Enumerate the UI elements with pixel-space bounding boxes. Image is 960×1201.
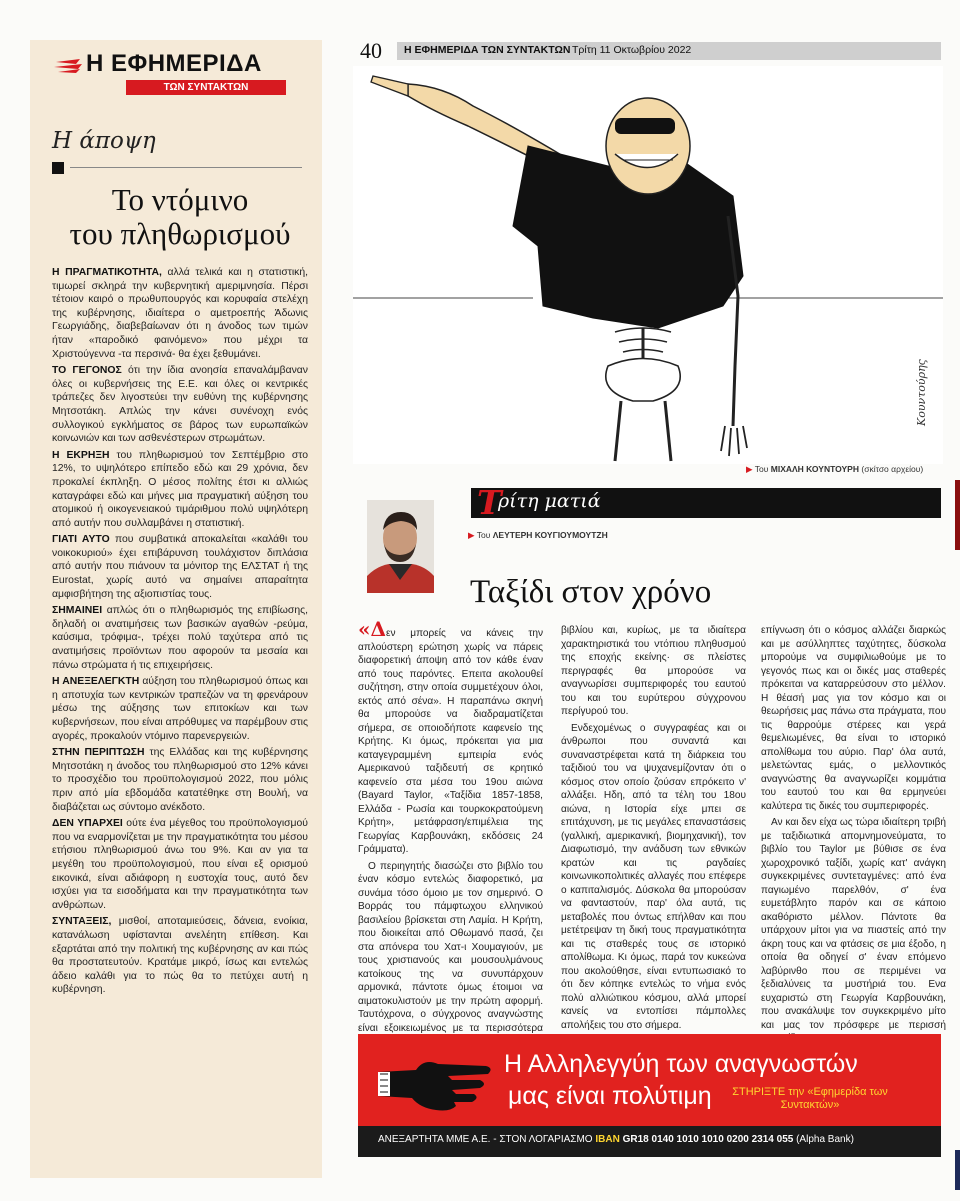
editorial-body — [52, 266, 308, 1000]
kicker-block — [52, 162, 64, 174]
paragraph-lead: ΓΙΑΤΙ ΑΥΤΟ — [52, 534, 110, 546]
editorial-title-line-1: Το ντόμινο — [111, 182, 249, 217]
section-kicker: Η άποψη — [52, 128, 156, 154]
solidarity-ad — [358, 1034, 941, 1157]
article-dropcap: «Δ — [358, 617, 387, 641]
paragraph-lead: ΣΤΗΝ ΠΕΡΙΠΤΩΣΗ — [52, 747, 145, 759]
paragraph-text: αύξηση του πληθωρισμού όπως και η αποτυχία των κεντρικών τραπεζών να τη φρενάρουν μέσω της αύξησης των επιτοκίων και των κυβερνήσεων, που είναι απρόθυμες να παρέμβουν στις αγορές, προκαλούν ντόμινο παρενεργειών. — [52, 676, 308, 742]
kicker-divider — [70, 167, 302, 168]
column-author — [468, 530, 608, 541]
paragraph-text: του πληθωρισμού τον Σεπτέμβριο στο 12%, το υψηλότερο επίπεδο εδώ και 29 χρόνια, δεν προκαλεί έκπληξη. Ο μέσος πολίτης έτσι κι αλλιώς καταγράφει εδώ και μήνες μια πραγματική αύξηση του ατομικού ή οικογενειακού τιμάριθμου πολύ υψηλότερη από αυτήν που συλλαμβάνει η στατιστική. — [52, 449, 308, 529]
paragraph-lead: ΣΥΝΤΑΞΕΙΣ, — [52, 916, 112, 928]
paragraph-lead: Η ΑΝΕΞΕΛΕΓΚΤΗ — [52, 676, 140, 688]
paragraph-text: ότι την ίδια ανοησία επαναλάμβαναν όλες οι κυβερνήσεις της Ε.Ε. και όλες οι κεντρικές τράπεζες δεν λιγοστεύει την ευθύνη της κυβέρνησης Μητσοτάκη. Απλώς την κάνει συνένοχη ενός συλλογικού εγκλήματος σε βάρος των ευρωπαϊκών κοινωνιών και των ασθενέστερων στρωμάτων. — [52, 365, 308, 445]
ad-iban-label: IBAN — [595, 1134, 620, 1145]
newspaper-logo — [50, 50, 310, 95]
article-column-1 — [358, 617, 543, 1052]
edge-color-mark — [955, 1150, 960, 1190]
cartoon-credit-prefix: Του — [754, 464, 771, 474]
cartoon-credit-name: ΜΙΧΑΛΗ ΚΟΥΝΤΟΥΡΗ — [770, 464, 859, 474]
ad-iban-number: GR18 0140 1010 1010 0200 2314 055 — [619, 1134, 794, 1145]
ad-headline-2: μας είναι πολύτιμη — [508, 1082, 712, 1110]
article-paragraph: Ο περιηγητής διασώζει στο βιβλίο του έναν κόσμο εντελώς διαφορετικό, μα συνάμα τόσο όμοιο με τον σημερινό. Ο Βορράς του πάμφτωχου ελληνικού βασιλείου βρίσκεται στη Λαμία. Η Κρήτη, που διοικείται από Οθωμανό πασά, ζει στα απόνερα του Χατ-ι Χουμαγιούν, με τους χριστιανούς και μουσουλμάνους κατοίκους της να συνυπάρχουν αρμονικά, πάντοτε όμως έτοιμοι να αιματοκυλιστούν με την πρώτη αφορμή. Ταυτόχρονα, ο σύγχρονος αναγνώστης είναι εξοικειωμένος με τα περισσότερα — [358, 860, 543, 1034]
editorial-paragraph — [52, 675, 308, 743]
article-paragraph: βιβλίου και, κυρίως, με τα ιδιαίτερα χαρακτηριστικά του ντόπιου πληθυσμού της εποχής εκείνης· σε πλείστες περιγραφές θα μπορούσε να αναγνωρίσει συμπεριφορές του εαυτού του και του ευρύτερου σύγχρονου περίγυρού του. — [561, 625, 746, 717]
triangle-bullet-icon: ▶ — [468, 530, 477, 540]
paragraph-text: ούτε ένα μέγεθος του προϋπολογισμού που να εναρμονίζεται με την πραγματικότητα του μέσου ετήσιου πληθωρισμού άνω του 9%. Και αν για τα μεγέθη του προϋπολογισμού, που είναι εξ ορισμού εικονικά, είναι αδιάφορη η ευστοχία τους, αυτό δεν ισχύει για τα εισοδήματα και την πραγματικότητα των ανθρώπων. — [52, 818, 308, 911]
article-title: Ταξίδι στον χρόνο — [470, 574, 712, 610]
ad-bank-details — [378, 1134, 854, 1145]
column-author-prefix: Του — [476, 530, 493, 540]
column-author-name: ΛΕΥΤΕΡΗ ΚΟΥΓΙΟΥΜΟΥΤΖΗ — [492, 530, 608, 540]
editorial-paragraph — [52, 746, 308, 814]
editorial-paragraph — [52, 266, 308, 361]
paragraph-text: απλώς ότι ο πληθωρισμός της επιβίωσης, δηλαδή οι ανατιμήσεις των βασικών αγαθών -ρεύμα, καύσιμα, τρόφιμα-, τρέχει πολύ ταχύτερα από τις ανατιμήσεις προϊόντων που αφορούν τα μεσαία και πάνω στρώματα ή τις επιχειρήσεις. — [52, 605, 308, 671]
editorial-paragraph — [52, 604, 308, 672]
editorial-column — [30, 40, 322, 1178]
author-portrait-drawing — [367, 500, 434, 593]
triangle-bullet-icon: ▶ — [746, 464, 755, 474]
article-column-2 — [561, 624, 746, 1052]
editorial-paragraph — [52, 449, 308, 531]
logo-mark-icon — [54, 56, 84, 74]
article-paragraph — [358, 617, 543, 857]
article-paragraph: Αν και δεν είχα ως τώρα ιδιαίτερη τριβή με ταξιδιωτικά απομνημονεύματα, το βιβλίο του Taylor με βύθισε σε ένα χωροχρονικό ταξίδι, χωρίς κατ' ανάγκη συγκεκριμένες συντεταγμένες: από ένα παγιωμένο παρελθόν, σ' ένα ευμετάβλητο παρόν και σε κάποιο ακαθόριστο μέλλον. Πάντοτε θα υπάρχουν μίτοι για να πιαστείς από την άκρη τους και να φτάσεις σε μια έξοδο, η οποία θα οδηγεί σ' έναν επόμενο λαβύρινθο που σε περιμένει να ξεδιαλύνεις τα μυστήριά του. Ενα ευχαριστώ στη Γεωργία Καρβουνάκη, που ανακάλυψε τον συγκεκριμένο μίτο και μας τον πρόσφερε με περισσή — [761, 817, 946, 1031]
editorial-title — [50, 183, 310, 251]
svg-text:Κουντούρης: Κουντούρης — [915, 359, 928, 426]
paragraph-lead: Η ΕΚΡΗΞΗ — [52, 449, 110, 461]
ad-support-line: ΣΤΗΡΙΞΤΕ την «Εφημερίδα των Συντακτών» — [732, 1086, 888, 1111]
pointing-hand-icon — [376, 1050, 496, 1112]
cartoon-credit — [746, 464, 923, 475]
logo-title: Η ΕΦΗΜΕΡΙΔΑ — [86, 50, 262, 77]
paragraph-lead: Η ΠΡΑΓΜΑΤΙΚΟΤΗΤΑ, — [52, 267, 162, 278]
article-paragraph: Ενδεχομένως ο συγγραφέας και οι άνθρωποι που συναντά και συναναστρέφεται κατά τη διάρκεια του ταξιδιού του να ψυχανεμίζονταν ότι ο κόσμος στον οποίο ζούσαν επρόκειτο ν' αλλάξει. Ηδη, από τα τέλη του 18ου αιώνα, η Ιστορία είχε μπει σε επιτάχυνση, με τις μεγάλες επαναστάσεις (γαλλική, αμερικανική, βιομηχανική), τον Διαφωτισμό, την ανάδυση των εθνικών κρατών και τις ραγδαίες κοινωνικοπολιτικές αλλαγές που επέφερε ο καπιταλισμός. Δύσκολα θα μπορούσαν να φανταστούν, παρ' όλα αυτά, τις μεταβολές που όντως επήλθαν και που μετέτρεψαν τη δική τους πραγματικότητα και τις σταθερές τους σε ιστορικό απολίθωμα. Κι όμως, παρά τον κυκεώνα που ακολούθησε, είναι εντυπωσιακό το ότι δεν κόπηκε εντελώς το νήμα ενός πολύ αλλιώτικου κόσμου, αλλά μπορεί κανείς να εντοπίσει πάμπολλες απολήξεις του στο σήμερα. — [561, 722, 746, 1031]
paragraph-lead: ΣΗΜΑΙΝΕΙ — [52, 605, 103, 617]
article-paragraph: επίγνωση ότι ο κόσμος αλλάζει διαρκώς και με ασύλληπτες ταχύτητες, δύσκολα μπορούμε να συμφιλιωθούμε με το γεγονός πως και οι δικές μας σταθερές πρόκειται να καταρρεύσουν στο μέλλον. Η θέασή μας για τον κόσμο και οι θεωρήσεις μας πάνω στα πράγματα, που τις θαρρούμε στέρεες και γερά θεμελιωμένες, θα είναι το ιστορικό απολίθωμα του αύριο. Παρ' όλα αυτά, μελετώντας εμάς, ο μελλοντικός αναγνώστης θα αναγνωρίζει κομμάτια του εαυτού του και θα ερμηνεύει καλύτερα τις δικές του συμπεριφορές. — [761, 625, 946, 812]
ad-bank-text: ΑΝΕΞΑΡΤΗΤΑ ΜΜΕ Α.Ε. - ΣΤΟΝ ΛΟΓΑΡΙΑΣΜΟ — [378, 1134, 596, 1145]
editorial-paragraph — [52, 915, 308, 997]
column-title-initial: Τ — [477, 483, 502, 522]
article-paragraph-text: εν μπορείς να κάνεις την απλούστερη ερώτηση χωρίς να πάρεις διαφορετική άποψη από τον κάθε έναν από τους παρόντες. Επειτα ακολουθεί συζήτηση, στην οποία συμμετέχουν όλοι, εκτός από σένα». Η παραπάνω σκηνή θα μπορούσε να διαδραματίζεται σήμερα, σε οποιοδήποτε καφενείο της Κρήτης. Κι όμως, πρόκειται για μια καταγεγραμμένη εμπειρία ενός Αμερικανού ταξιδευτή σε κρητικό καφενείο στα μέσα του 19ου αιώνα (Bayard Taylor, «Ταξίδια 1857-1858, Ελλάδα - Ρωσία και τουρκοκρατούμενη Κρήτη», μετάφραση/επιμέλεια της Γεωργίας Καρβουνάκη, εκδόσεις 24 Γράμματα). — [358, 628, 543, 855]
paragraph-text: αλλά τελικά και η στατιστική, τιμωρεί σκληρά την κυβερνητική αμεριμνησία. Πέρσι τέτοιον καιρό ο πρωθυπουργός και κορυφαία στελέχη της κυβέρνησης, ιδιαίτερα ο αμετροεπής Άδωνις Γεωργιάδης, διαβεβαίωναν ότι η άνοδος των τιμών ήταν «παροδικό φαινόμενο» που μέχρι τα Χριστούγεννα -τα περσινά- θα έχει ξεθυμάνει. — [52, 267, 309, 360]
header-paper-name: Η ΕΦΗΜΕΡΙΔΑ ΤΩΝ ΣΥΝΤΑΚΤΩΝ — [404, 44, 571, 56]
cartoon-illustration — [353, 66, 943, 464]
skeleton-salute-drawing — [353, 66, 943, 464]
ad-headline-1: Η Αλληλεγγύη των αναγνωστών — [504, 1050, 858, 1078]
paragraph-text: που συμβατικά αποκαλείται «καλάθι του νοικοκυριού» έχει επιβάρυνση τουλάχιστον διπλάσια από αυτήν που πιάνουν τα μόνιτορ της ΕΛΣΤΑΤ ή της Eurostat, χωρίς αυτό να σημαίνει απαραίτητα αμφισβήτηση της αξιοπιστίας τους. — [52, 534, 308, 600]
paragraph-lead: ΔΕΝ ΥΠΑΡΧΕΙ — [52, 818, 123, 830]
page-number: 40 — [360, 38, 382, 63]
ad-bank-name: (Alpha Bank) — [793, 1134, 854, 1145]
editorial-title-line-2: του πληθωρισμού — [69, 216, 291, 251]
edge-color-mark — [955, 480, 960, 550]
editorial-paragraph — [52, 817, 308, 912]
author-photo — [367, 500, 434, 593]
column-title: ρίτη ματιά — [498, 490, 601, 512]
header-date: Τρίτη 11 Οκτωβρίου 2022 — [572, 44, 692, 56]
paragraph-lead: ΤΟ ΓΕΓΟΝΟΣ — [52, 365, 122, 377]
article-column-3 — [761, 624, 946, 1049]
editorial-paragraph — [52, 533, 308, 601]
cartoon-credit-suffix: (σκίτσο αρχείου) — [859, 464, 924, 474]
paragraph-text: της Ελλάδας και της κυβέρνησης Μητσοτάκη η άνοδος του πληθωρισμού στο 12% κάνει το προσχέδιο του προϋπολογισμού 2022, που μόλις πριν από μία εβδομάδα κατατέθηκε στη Βουλή, να διαβάζεται ως σύντομο ανέκδοτο. — [52, 747, 308, 813]
logo-subtitle: ΤΩΝ ΣΥΝΤΑΚΤΩΝ — [126, 80, 286, 95]
paragraph-text: μισθοί, αποταμιεύσεις, δάνεια, ενοίκια, κατανάλωση υφίστανται ανελέητη επίθεση. Και εξαρτάται από την πολιτική της κυβέρνησης αν και πώς θα προστατευτούν. Κρατάμε μικρό, ίσως και εντελώς άδειο καλάθι για το πώς θα το πετύχει αυτή η κυβέρνηση. — [52, 916, 308, 996]
editorial-paragraph — [52, 364, 308, 446]
